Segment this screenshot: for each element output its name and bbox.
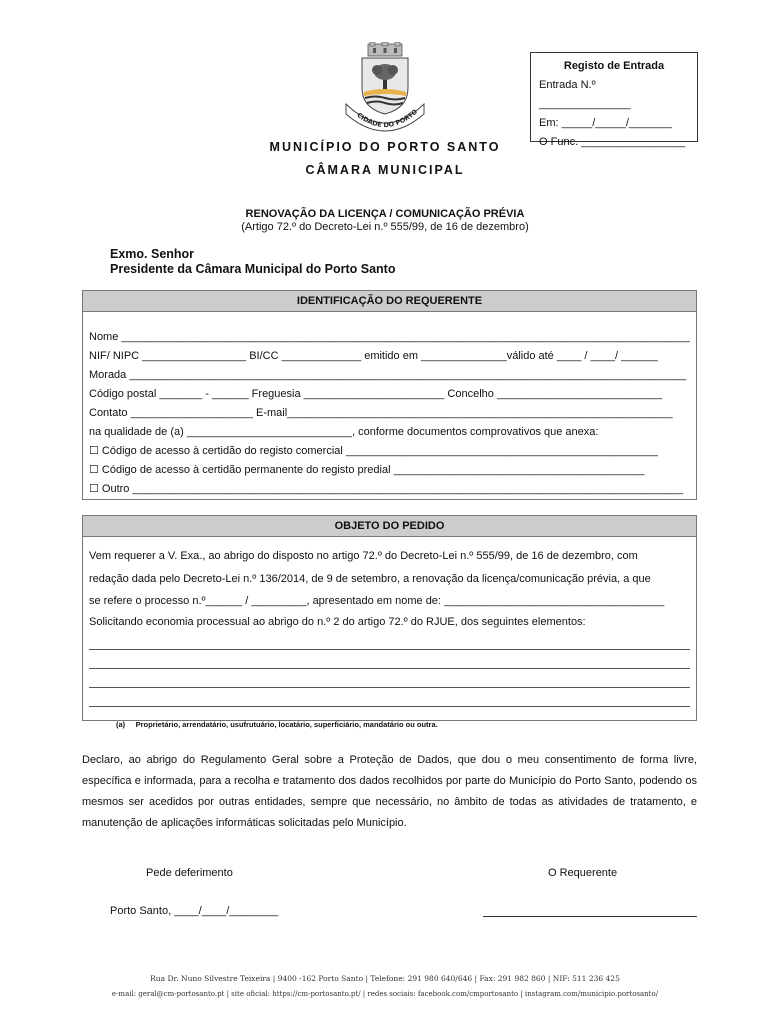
objeto-line1: Vem requerer a V. Exa., ao abrigo do disposto no artigo 72.º do Decreto-Lei n.º 555/99, de 16 de dezembro, com xyxy=(89,550,638,562)
morada-field[interactable]: Morada ___________________________________________________________________________________________ xyxy=(89,369,687,381)
elementos-line-4[interactable] xyxy=(89,688,690,707)
requerente-heading: IDENTIFICAÇÃO DO REQUERENTE xyxy=(83,291,696,312)
declaration: Declaro, ao abrigo do Regulamento Geral sobre a Proteção de Dados, que dou o meu consentimento de forma livre, específica e informada, para a recolha e tratamento dos dados recolhidos por parte do Município do Porto Santo, podendo os mesmos ser acedidos por outras entidades, sempre que necessário, no âmbito de todas as atividades de tratamento, e manutenção de aplicações informáticas solicitadas pelo Município. xyxy=(82,754,697,829)
qualidade-field[interactable]: na qualidade de (a) ___________________________, conforme documentos comprovativos que anexa: xyxy=(89,426,599,438)
elementos-line-2[interactable] xyxy=(89,650,690,669)
registo-title: Registo de Entrada xyxy=(563,60,665,72)
certidao-predial-checkbox[interactable]: ☐ Código de acesso à certidão permanente do registo predial _________________________________________ xyxy=(89,464,645,476)
municipal-crest-icon xyxy=(340,42,430,134)
place-date-field[interactable]: Porto Santo, ____/____/________ xyxy=(110,905,279,917)
footer-contacts: e-mail: geral@cm-portosanto.pt | site oficial: https://cm-portosanto.pt/ | redes sociais: facebook.com/cmportosanto | instagram.com/municipio.portosanto/ xyxy=(111,990,659,998)
pede-deferimento: Pede deferimento xyxy=(146,867,233,879)
func-field[interactable]: O Func. _________________ xyxy=(539,136,686,148)
elementos-line-3[interactable] xyxy=(89,669,690,688)
entrada-field[interactable]: Entrada N.º _______________ xyxy=(539,79,631,110)
codigo-postal-field[interactable]: Código postal _______ - ______ Freguesia _______________________ Concelho ___________________________ xyxy=(89,388,663,400)
signature-line[interactable] xyxy=(483,916,697,917)
addressee xyxy=(110,247,395,277)
elementos-line-1[interactable] xyxy=(89,631,690,650)
objeto-line4: Solicitando economia processual ao abrigo do n.º 2 do artigo 72.º do RJUE, dos seguintes elementos: xyxy=(89,615,586,628)
em-field[interactable]: Em: _____/_____/_______ xyxy=(539,117,672,129)
outro-checkbox[interactable]: ☐ Outro __________________________________________________________________________________________ xyxy=(89,483,684,495)
objeto-heading: OBJETO DO PEDIDO xyxy=(83,516,696,537)
addressee-line1: Exmo. Senhor xyxy=(110,247,195,261)
objeto-section xyxy=(82,515,697,721)
svg-text:CIDADE DO PORTO SANTO: CIDADE DO PORTO xyxy=(355,107,420,130)
processo-field[interactable]: se refere o processo n.º______ / _________, apresentado em nome de: ____________________________________ xyxy=(89,595,665,607)
registo-entrada-box xyxy=(530,52,698,148)
footer-address: Rua Dr. Nuno Silvestre Teixeira | 9400 -162 Porto Santo | Telefone: 291 980 640/646 | Fax: 291 982 860 | NIF: 511 236 425 xyxy=(150,974,620,983)
requerente-label: O Requerente xyxy=(548,867,618,879)
contato-field[interactable]: Contato ____________________ E-mail_______________________________________________________________ xyxy=(89,407,673,419)
chamber-name: CÂMARA MUNICIPAL xyxy=(305,163,465,177)
footnote-a: (a) Proprietário, arrendatário, usufrutuário, locatário, superficiário, mandatário ou outra. xyxy=(116,720,438,729)
form-title: RENOVAÇÃO DA LICENÇA / COMUNICAÇÃO PRÉVIA xyxy=(245,208,525,220)
certidao-comercial-checkbox[interactable]: ☐ Código de acesso à certidão do registo comercial ___________________________________________________ xyxy=(89,445,658,457)
form-subtitle: (Artigo 72.º do Decreto-Lei n.º 555/99, de 16 de dezembro) xyxy=(241,221,529,233)
nome-field[interactable]: Nome _____________________________________________________________________________________________ xyxy=(89,331,690,343)
addressee-line2: Presidente da Câmara Municipal do Porto Santo xyxy=(110,262,396,276)
objeto-line2: redação dada pelo Decreto-Lei n.º 136/2014, de 9 de setembro, a renovação da licença/comunicação prévia, a que xyxy=(89,572,651,585)
requerente-section xyxy=(82,290,697,500)
nif-field[interactable]: NIF/ NIPC _________________ BI/CC _____________ emitido em ______________válido até ____ / ____/ ______ xyxy=(89,350,658,362)
municipality-name: MUNICÍPIO DO PORTO SANTO xyxy=(269,140,501,154)
